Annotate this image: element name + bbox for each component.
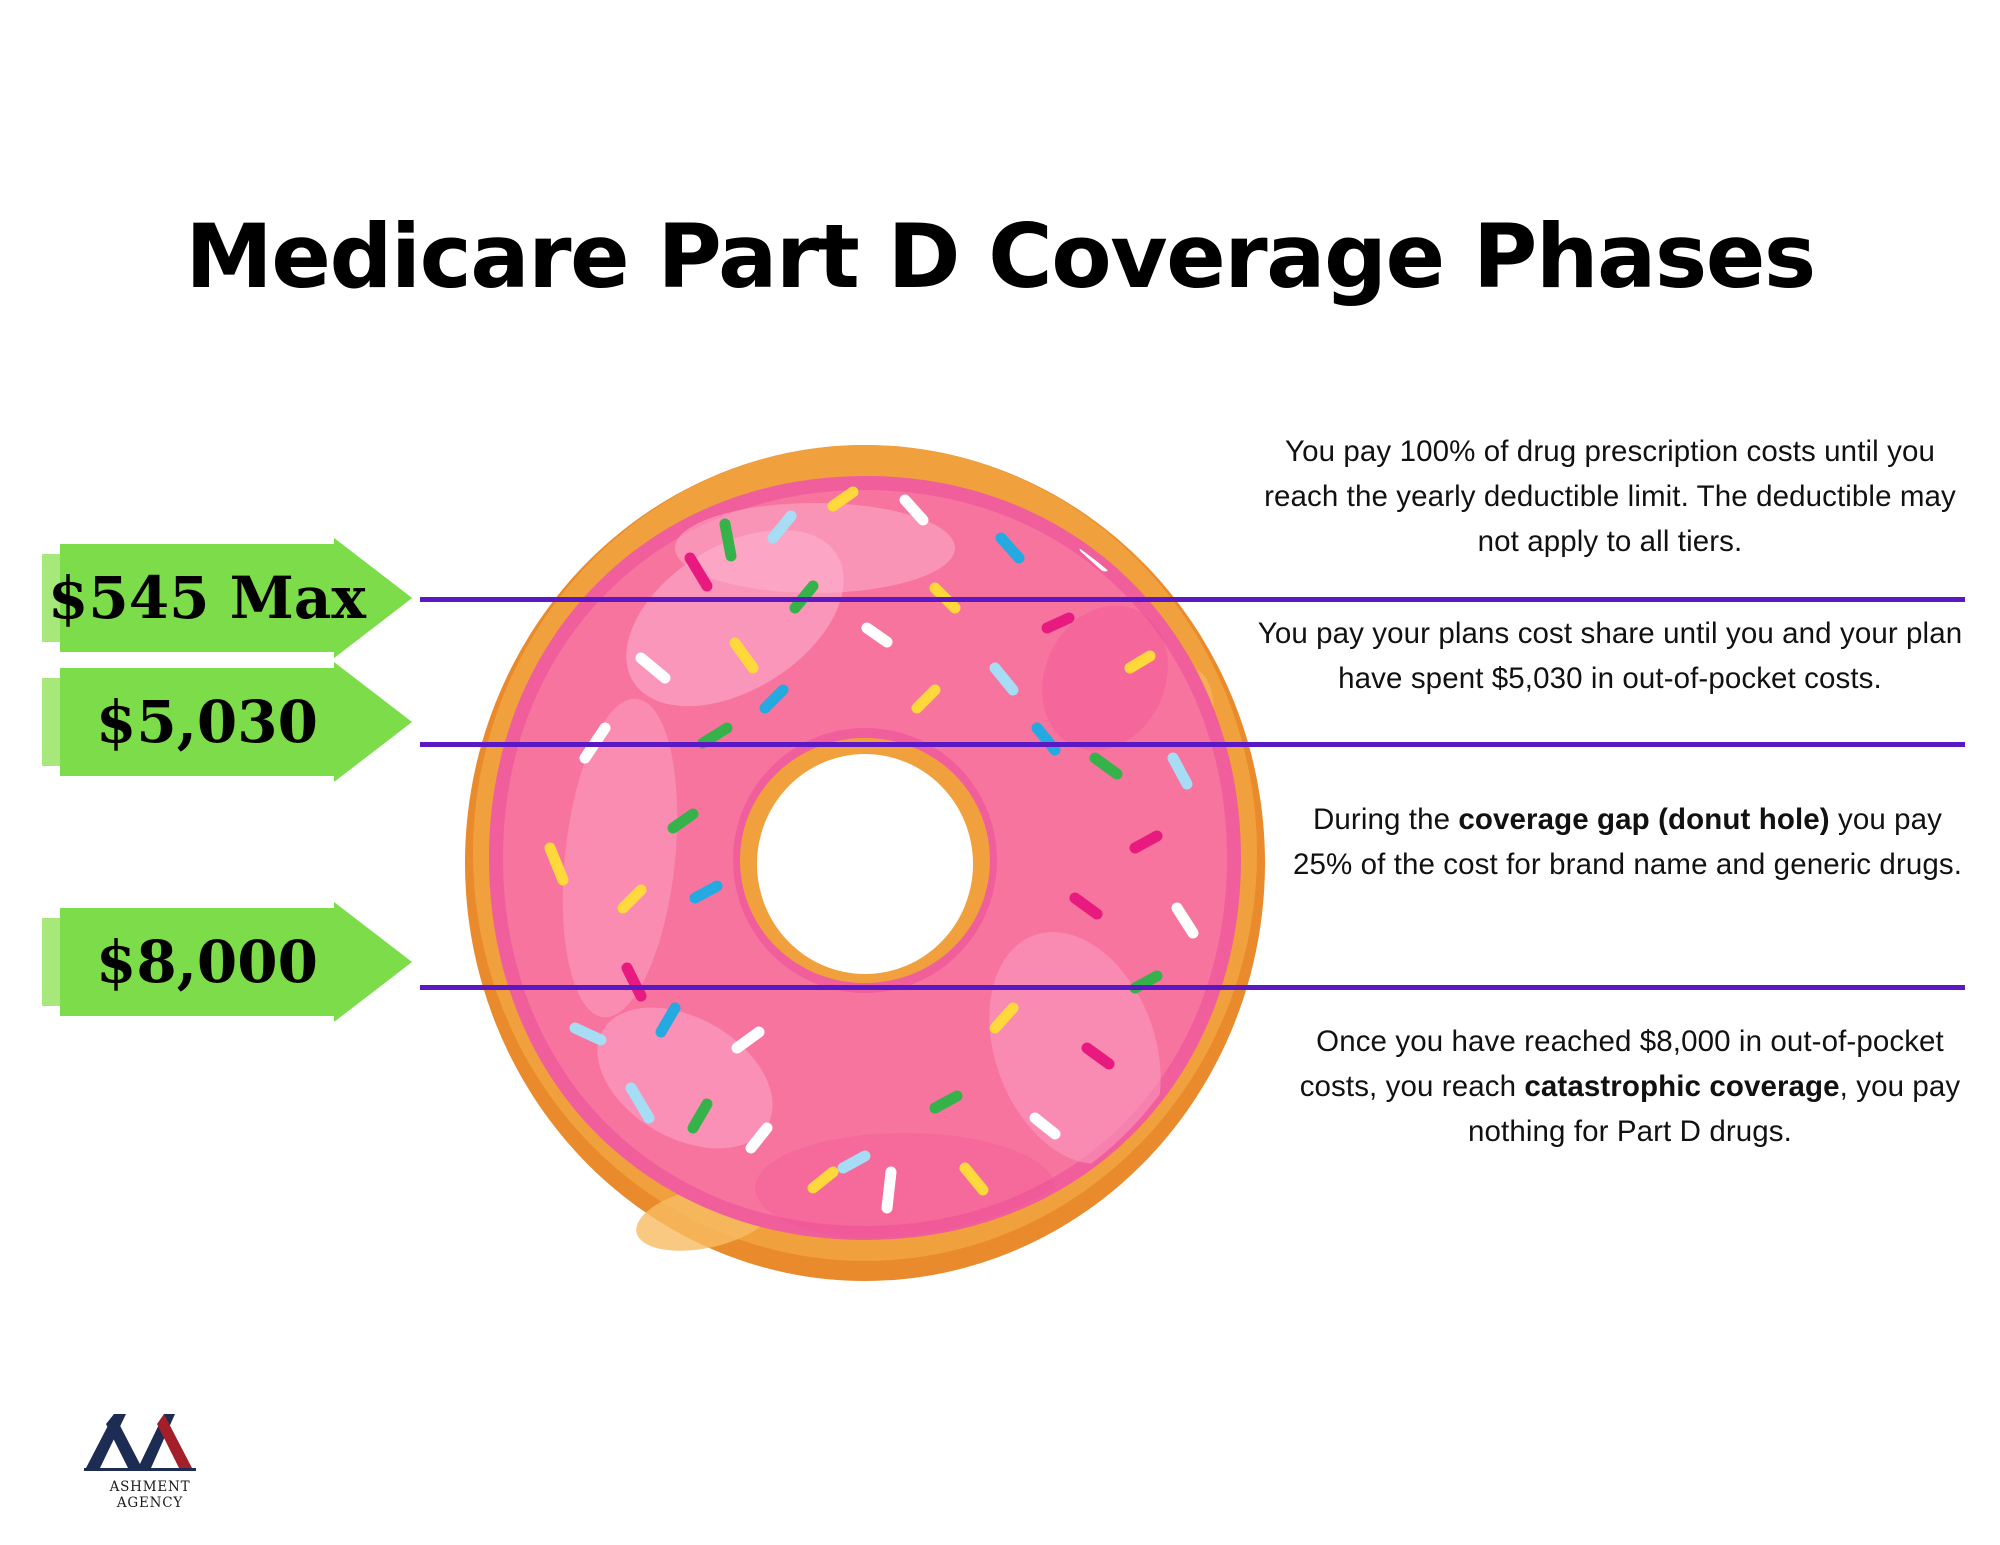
- threshold-arrow-initial-coverage: [42, 662, 412, 782]
- note-deductible-phase: You pay 100% of drug prescription costs until you reach the yearly deductible limit. The deductible may not apply to all tiers.: [1264, 435, 1956, 558]
- threshold-arrow-label: $545 Max: [48, 564, 366, 632]
- note-initial-coverage-phase: You pay your plans cost share until you and your plan have spent $5,030 in out-of-pocket costs.: [1257, 617, 1963, 695]
- brand-name: ASHMENT AGENCY: [109, 1479, 191, 1511]
- ashment-agency-logo-icon: [80, 1410, 200, 1472]
- page-title: Medicare Part D Coverage Phases: [185, 205, 1815, 308]
- threshold-arrow-deductible: [42, 538, 412, 658]
- note-coverage-gap-phase: During the coverage gap (donut hole) you pay 25% of the cost for brand name and generic drugs.: [1292, 803, 1963, 881]
- donut-illustration: [435, 428, 1295, 1298]
- donut-graphic: [435, 428, 1295, 1298]
- phase-divider-deductible: [420, 597, 1965, 602]
- threshold-arrow-catastrophic: [42, 902, 412, 1022]
- note-catastrophic-phase: Once you have reached $8,000 in out-of-pocket costs, you reach catastrophic coverage, you pay nothing for Part D drugs.: [1299, 1025, 1961, 1148]
- threshold-arrow-label: $5,030: [96, 688, 318, 756]
- phase-divider-catastrophic: [420, 985, 1965, 990]
- brand-logo: [80, 1410, 220, 1511]
- phase-divider-initial-coverage: [420, 742, 1965, 747]
- threshold-arrow-label: $8,000: [96, 928, 318, 996]
